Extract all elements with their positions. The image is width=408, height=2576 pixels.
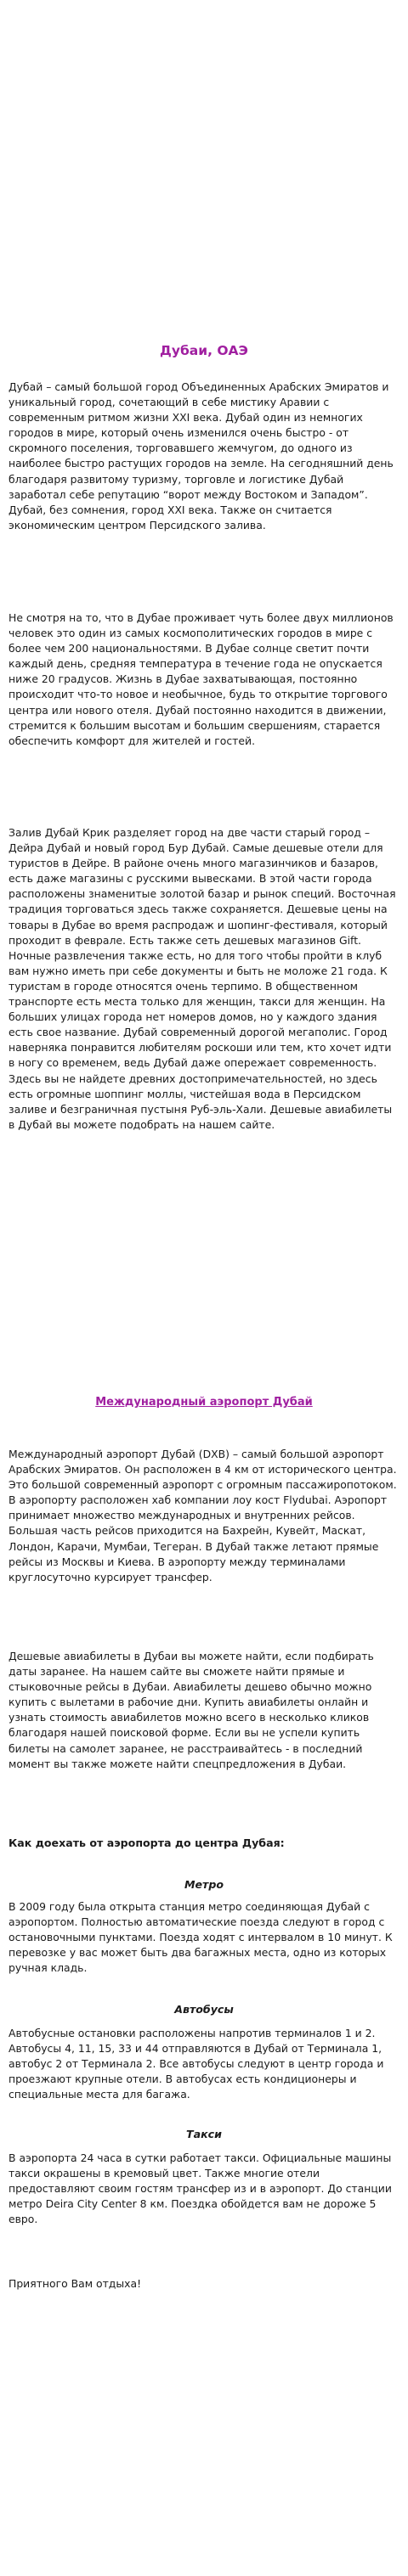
population-paragraph: Не смотря на то, что в Дубае проживает чуть более двух миллионов человек это один из самых космополитических городов в мире с более чем 200 национальностями. В Дубае солнце светит почти каждый день, средняя температура в течение года не опускается ниже 20 градусов. Жизнь в Дубае захватывающая, постоянно происходит что-то новое и необычное, будь то открытие торгового центра или нового отеля. Дубай постоянно находится в движении, стремится к большим высотам и большим свершениям, старается обеспечить комфорт для жителей и гостей. [8,611,394,747]
cheap-tickets-paragraph: Дешевые авиабилеты в Дубаи вы можете найти, если подбирать даты заранее. На нашем сайте вы сможете найти прямые и стыковочные рейсы в Дубаи. Авиабилеты дешево обычно можно купить с вылетами в рабочие дни. Купить авиабилеты онлайн и узнать стоимость авиабилетов можно всего в несколько кликов благодаря нашей поисковой форме. Если вы не успели купить билеты на самолет заранее, не расстраивайтесь - в последний момент вы также можете найти спецпредложения в Дубаи. [8,1650,374,1770]
intro-paragraph: Дубай – самый большой город Объединенных Арабских Эмиратов и уникальный город, сочетающий в себе мистику Аравии с современным ритмом жизни XXI века. Дубай один из немногих городов в мире, который очень изменился очень быстро - от скромного поселения, торговавшего жемчугом, до одного из наиболее быстро растущих городов на земле. На сегодняшний день благодаря развитому туризму, торговле и логистике Дубай заработал себе репутацию “ворот между Востоком и Западом”. Дубай, без сомнения, город XXI века. Также он считается экономическим центром Персидского залива. [8,380,394,532]
metro-heading: Метро [184,1878,224,1891]
taxi-heading: Такси [186,2128,222,2140]
page-title: Дубаи, ОАЭ [160,343,248,358]
closing-text: Приятного Вам отдыха! [8,2277,142,2290]
transfer-heading: Как доехать от аэропорта до центра Дубая: [8,1836,285,1849]
bus-heading: Автобусы [174,2003,234,2016]
city-districts-paragraph: Залив Дубай Крик разделяет город на две части старый город – Дейра Дубай и новый город Бур Дубай. Самые дешевые отели для туристов в Дейре. В районе очень много магазинчиков и базаров, есть даже магазины с русскими вывесками. В этой части города расположены знаменитые золотой базар и рынок специй. Восточная традиция торговаться здесь также сохраняется. Дешевые цены на товары в Дубае во время распродаж и шопинг-фестиваля, который проходит в феврале. Есть также сеть дешевых магазинов Gift. Ночные развлечения также есть, но для того чтобы пройти в клуб вам нужно иметь при себе документы и быть не моложе 21 года. К туристам в городе относятся очень терпимо. В общественном транспорте есть места только для женщин, такси для женщин. На больших улицах города нет номеров домов, но у каждого здания есть свое название. Дубай современный дорогой мегаполис. Город наверняка понравится любителям роскоши или тем, кто хочет идти в ногу со временем, ведь Дубай даже опережает современность. Здесь вы не найдете древних достопримечательностей, но здесь есть огромные шоппинг моллы, чистейшая вода в Персидском заливе и безграничная пустыня Руб-эль-Хали. Дешевые авиабилеты в Дубай вы можете подобрать на нашем сайте. [8,826,396,1131]
airport-link[interactable]: Международный аэропорт Дубай [95,1396,313,1409]
taxi-paragraph: В аэропорта 24 часа в сутки работает такси. Официальные машины такси окрашены в кремовый цвет. Также многие отели предоставляют своим гостям трансфер из и в аэропорт. До станции метро Deira City Center 8 км. Поездка обойдется вам не дороже 5 евро. [8,2151,392,2226]
metro-paragraph: В 2009 году была открыта станция метро соединяющая Дубай с аэропортом. Полностью автоматические поезда следуют в город с остановочными пунктами. Поезда ходят с интервалом в 10 минут. К перевозке у вас может быть два багажных места, одно из которых ручная кладь. [8,1900,393,1975]
airport-paragraph: Международный аэропорт Дубай (DXB) – самый большой аэропорт Арабских Эмиратов. Он расположен в 4 км от исторического центра. Это большой современный аэропорт с огромным пассажиропотоком. В аэропорту расположен хаб компании лоу кост Flydubai. Аэропорт принимает множество международных и внутренних рейсов. Большая часть рейсов приходится на Бахрейн, Кувейт, Маскат, Лондон, Карачи, Мумбаи, Тегеран. В Дубай также летают прямые рейсы из Москвы и Киева. В аэропорту между терминалами круглосуточно курсирует трансфер. [8,1448,397,1583]
bus-paragraph: Автобусные остановки расположены напротив терминалов 1 и 2. Автобусы 4, 11, 15, 33 и 44 отправляются в Дубай от Терминала 1, автобус 2 от Терминала 2. Все автобусы следуют в центр города и проезжают крупные отели. В автобусах есть кондиционеры и специальные места для багажа. [8,2027,384,2101]
